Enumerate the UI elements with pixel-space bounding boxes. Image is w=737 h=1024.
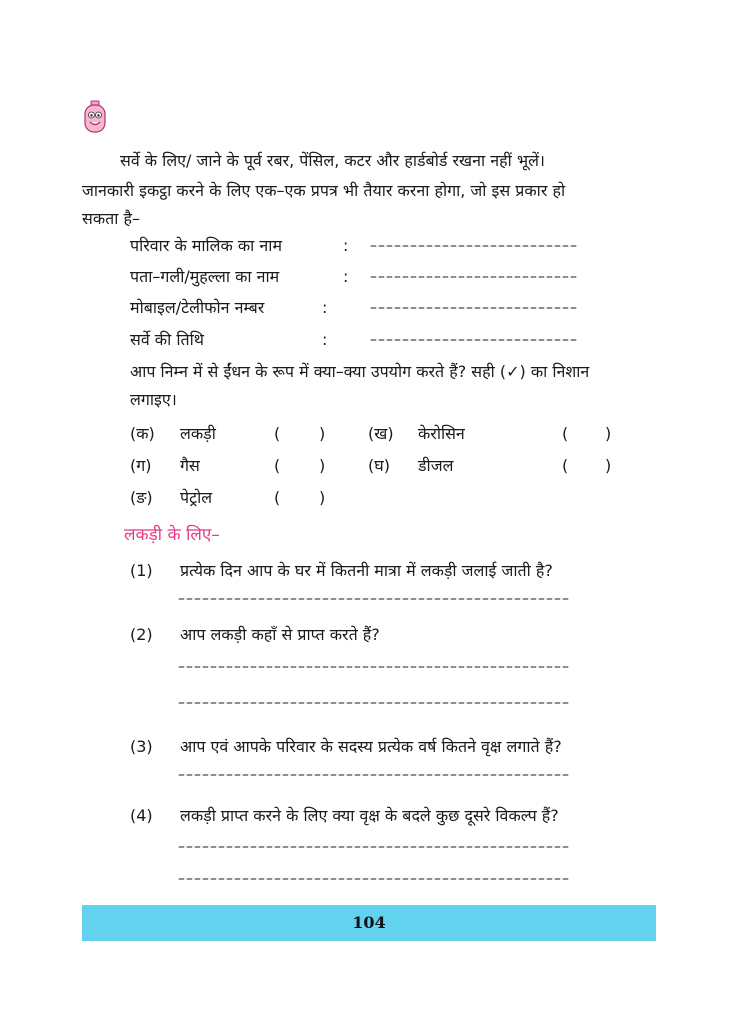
answer-line[interactable]: ––––––––––––––––––––––––––––––––––––––––––––––––– [178, 695, 570, 711]
option-marker: (घ) [368, 456, 390, 475]
question-number: (4) [130, 806, 153, 825]
question-text: लकड़ी प्राप्त करने के लिए क्या वृक्ष के बदले कुछ दूसरे विकल्प हैं? [180, 806, 559, 825]
checkbox-open[interactable]: ( [562, 424, 569, 443]
form-blank-line: –––––––––––––––––––––––––– [370, 332, 578, 348]
option-marker: (ङ) [130, 488, 153, 507]
page-number: 104 [352, 913, 386, 932]
option-label-petrol: पेट्रोल [180, 488, 213, 507]
question-text: प्रत्येक दिन आप के घर में कितनी मात्रा में लकड़ी जलाई जाती है? [180, 561, 553, 580]
question-text: आप लकड़ी कहाँ से प्राप्त करते हैं? [180, 625, 380, 644]
form-label-phone: मोबाइल/टेलीफोन नम्बर [130, 298, 265, 317]
section-heading-wood: लकड़ी के लिए– [124, 525, 220, 545]
form-blank-line: –––––––––––––––––––––––––– [370, 269, 578, 285]
question-text: आप एवं आपके परिवार के सदस्य प्रत्येक वर्ष कितने वृक्ष लगाते हैं? [180, 737, 562, 756]
checkbox-close[interactable]: ) [319, 488, 326, 507]
answer-line[interactable]: ––––––––––––––––––––––––––––––––––––––––––––––––– [178, 767, 570, 783]
answer-line[interactable]: ––––––––––––––––––––––––––––––––––––––––––––––––– [178, 871, 570, 887]
form-blank-line: –––––––––––––––––––––––––– [370, 238, 578, 254]
form-label-address: पता–गली/मुहल्ला का नाम [130, 267, 280, 286]
checkbox-close[interactable]: ) [319, 456, 326, 475]
option-label-wood: लकड़ी [180, 424, 216, 443]
page-footer-bar [82, 905, 656, 941]
form-blank-line: –––––––––––––––––––––––––– [370, 300, 578, 316]
form-sep: : [322, 298, 328, 317]
form-sep: : [322, 330, 328, 349]
answer-line[interactable]: ––––––––––––––––––––––––––––––––––––––––––––––––– [178, 659, 570, 675]
fuel-question-line-1: आप निम्न में से ईंधन के रूप में क्या–क्या उपयोग करते हैं? सही (✓) का निशान [130, 362, 590, 381]
checkbox-open[interactable]: ( [562, 456, 569, 475]
intro-line-2: जानकारी इकट्ठा करने के लिए एक–एक प्रपत्र भी तैयार करना होगा, जो इस प्रकार हो [82, 181, 566, 200]
form-label-owner: परिवार के मालिक का नाम [130, 236, 283, 255]
checkbox-open[interactable]: ( [274, 488, 281, 507]
answer-line[interactable]: ––––––––––––––––––––––––––––––––––––––––––––––––– [178, 839, 570, 855]
checkbox-close[interactable]: ) [319, 424, 326, 443]
intro-line-3: सकता है– [82, 209, 140, 228]
option-label-diesel: डीजल [418, 456, 454, 475]
question-number: (3) [130, 737, 153, 756]
form-label-date: सर्वे की तिथि [130, 330, 204, 349]
form-sep: : [343, 267, 349, 286]
question-number: (1) [130, 561, 153, 580]
intro-line-1: सर्वे के लिए/ जाने के पूर्व रबर, पेंसिल, कटर और हार्डबोर्ड रखना नहीं भूलें। [120, 151, 545, 170]
gas-cylinder-mascot-icon [82, 100, 108, 134]
form-sep: : [343, 236, 349, 255]
checkbox-close[interactable]: ) [605, 456, 612, 475]
option-label-gas: गैस [180, 456, 200, 475]
answer-line[interactable]: ––––––––––––––––––––––––––––––––––––––––––––––––– [178, 591, 570, 607]
option-label-kerosene: केरोसिन [418, 424, 465, 443]
checkbox-close[interactable]: ) [605, 424, 612, 443]
option-marker: (ख) [368, 424, 394, 443]
question-number: (2) [130, 625, 153, 644]
option-marker: (ग) [130, 456, 152, 475]
fuel-question-line-2: लगाइए। [130, 390, 177, 409]
checkbox-open[interactable]: ( [274, 456, 281, 475]
checkbox-open[interactable]: ( [274, 424, 281, 443]
option-marker: (क) [130, 424, 155, 443]
